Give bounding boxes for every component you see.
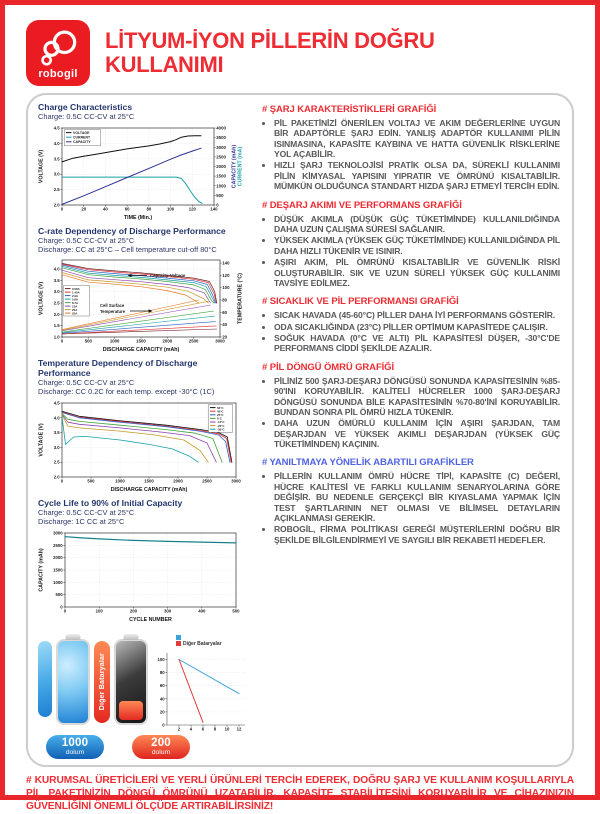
fill-count-pills [46, 735, 248, 759]
svg-text:60°C: 60°C [217, 405, 224, 410]
svg-text:500: 500 [216, 192, 224, 198]
svg-text:4.5: 4.5 [53, 125, 60, 131]
svg-text:2.0: 2.0 [53, 312, 60, 318]
logo-text: robogil [38, 68, 78, 80]
svg-text:80: 80 [146, 206, 152, 212]
svg-text:CAPACITY (mAh): CAPACITY (mAh) [231, 144, 238, 188]
svg-text:100: 100 [95, 607, 103, 613]
low-charge-level [119, 701, 143, 720]
section-heading: # SICAKLIK VE PİL PERFORMANSI GRAFİĞİ [262, 296, 459, 308]
svg-text:40: 40 [222, 322, 228, 328]
svg-text:15A: 15A [72, 304, 78, 309]
svg-text:1.0: 1.0 [53, 334, 60, 340]
other-fill-count [132, 735, 190, 759]
bullet-list [262, 214, 560, 289]
svg-text:3000: 3000 [215, 338, 225, 344]
svg-text:3000: 3000 [216, 144, 226, 150]
svg-text:4.0: 4.0 [53, 415, 60, 421]
svg-text:1500: 1500 [53, 567, 63, 572]
svg-text:40: 40 [159, 695, 165, 701]
svg-text:0: 0 [60, 604, 63, 609]
svg-text:0: 0 [60, 206, 64, 212]
chart-title: Cycle Life to 90% of Initial Capacity [38, 497, 183, 508]
bullet-item: • SICAK HAVADA (45-60°C) PİLLER DAHA İYİ PERFORMANS GÖSTERİR. [274, 310, 560, 320]
chart-title: Charge Characteristics [38, 102, 133, 112]
svg-text:45°C: 45°C [217, 409, 224, 414]
header [26, 20, 574, 86]
svg-text:Capacity-Voltage: Capacity-Voltage [150, 273, 186, 279]
text-column [256, 103, 562, 759]
svg-text:1000: 1000 [115, 478, 125, 484]
svg-text:3000: 3000 [53, 530, 63, 535]
svg-text:140: 140 [222, 260, 230, 266]
svg-text:3.5: 3.5 [53, 278, 60, 284]
bullet-item: • ODA SICAKLIĞINDA (23°C) PİLLER OPTİMUM KAPASİTEDE ÇALIŞIR. [274, 322, 560, 332]
svg-text:2.0: 2.0 [53, 202, 60, 208]
robogil-battery-illustration [56, 639, 90, 725]
svg-text:3.0: 3.0 [53, 289, 60, 295]
charge-characteristics-plot [38, 123, 244, 220]
svg-text:VOLTAGE: VOLTAGE [73, 130, 90, 135]
chart-subtitle: Discharge: 1C CC at 25°C [38, 516, 125, 526]
svg-text:2500: 2500 [53, 542, 63, 548]
other-batteries-text: Diğer Bataryalar [98, 652, 106, 711]
chart-subtitle: Charge: 0.5C CC-CV at 25°C [38, 507, 135, 517]
temperature-discharge-plot [38, 398, 244, 492]
chart-title: C-rate Dependency of Discharge Performance [38, 225, 226, 236]
svg-text:8.7A: 8.7A [72, 301, 79, 306]
svg-text:-20°C: -20°C [217, 423, 225, 428]
svg-text:VOLTAGE (V): VOLTAGE (V) [38, 282, 45, 316]
section-charge-characteristics [262, 105, 560, 192]
chart-subtitle: Discharge: CC at 25°C – Cell temperature cut-off 80°C [38, 244, 217, 254]
svg-text:3000: 3000 [231, 478, 241, 484]
svg-text:400: 400 [198, 607, 206, 613]
svg-text:0.58A: 0.58A [72, 287, 80, 292]
svg-text:3.5: 3.5 [53, 429, 60, 435]
svg-text:DISCHARGE CAPACITY (mAh): DISCHARGE CAPACITY (mAh) [110, 486, 188, 493]
battery-row [38, 633, 248, 729]
svg-text:3.5: 3.5 [53, 156, 60, 162]
svg-text:1000: 1000 [109, 338, 120, 344]
svg-text:3.0: 3.0 [53, 171, 60, 177]
legend-label: Diğer Bataryalar [182, 640, 222, 647]
svg-text:CURRENT: CURRENT [73, 135, 91, 140]
svg-text:60: 60 [124, 206, 130, 212]
svg-text:20: 20 [159, 708, 165, 714]
section-heading: # YANILTMAYA YÖNELİK ABARTILI GRAFİKLER [262, 457, 474, 469]
battery-comparison [38, 633, 248, 759]
bullet-item: • SOĞUK HAVADA (0°C VE ALTI) PİL KAPASİTESİ DÜŞER, -30°C'DE PERFORMANS CİDDİ ŞEKİLDE AZALIR. [274, 333, 560, 354]
section-cycle-life [262, 363, 560, 450]
svg-text:3.0: 3.0 [53, 444, 60, 450]
svg-text:1.45A: 1.45A [72, 290, 80, 295]
robogil-logo-icon [32, 29, 84, 67]
svg-text:4.5: 4.5 [53, 400, 60, 406]
cycle-life-plot [38, 528, 244, 622]
mini-chart-legend [176, 635, 222, 648]
svg-text:2000: 2000 [53, 554, 63, 560]
svg-text:VOLTAGE (V): VOLTAGE (V) [38, 149, 45, 183]
svg-text:60: 60 [222, 310, 228, 316]
svg-text:25°C: 25°C [217, 412, 224, 417]
red-legend-swatch [176, 641, 181, 646]
chart-subtitle: Charge: 0.5C CC-CV at 25°C [38, 378, 135, 388]
fill-count-value: 200 [151, 736, 171, 749]
chart-crate-discharge [38, 227, 248, 353]
svg-text:2.5: 2.5 [53, 300, 60, 306]
svg-text:CAPACITY: CAPACITY [73, 139, 91, 144]
svg-text:80: 80 [222, 297, 228, 303]
other-battery-illustration [114, 639, 148, 725]
svg-text:2500: 2500 [216, 154, 226, 160]
svg-text:3500: 3500 [216, 134, 226, 140]
battery-degradation-plot [154, 646, 248, 736]
svg-text:8: 8 [213, 725, 217, 731]
bullet-item: • HIZLI ŞARJ TEKNOLOJİSİ PRATİK OLSA DA, SÜREKLİ KULLANIMI PİLİN KİMYASAL YAPISINI YIPRATIR VE ÖMRÜNÜ KISALTABİLİR. MÜMKÜN OLDUĞUNCA STANDART HIZDA ŞARJ ETMEYİ TERCİH EDİN. [274, 160, 560, 191]
robogil-logo [26, 20, 90, 86]
svg-text:40: 40 [103, 206, 108, 212]
bullet-item: • PİLLERİN KULLANIM ÖMRÜ HÜCRE TİPİ, KAPASİTE (C) DEĞERİ, HÜCRE KALİTESİ VE FARKLI KULLANIM SENARYOLARINA GÖRE DEĞİŞİR. BU NEDENLE GERÇEKÇİ BİR KIYASLAMA YAPMAK İÇİN TEST ŞARTLARININ NET OLMASI VE BİLİMSEL DETAYLARIN AÇIKLANMASI GEREKİR. [274, 471, 560, 523]
svg-text:2.5: 2.5 [53, 459, 60, 465]
svg-text:Cell Surface: Cell Surface [100, 303, 125, 309]
page-title: LİTYUM-İYON PİLLERİN DOĞRU KULLANIMI [105, 27, 435, 77]
svg-text:4: 4 [189, 725, 193, 731]
svg-text:1500: 1500 [136, 338, 146, 344]
battery-cap [66, 634, 81, 640]
section-discharge-current [262, 201, 560, 289]
svg-text:2000: 2000 [173, 478, 183, 484]
svg-text:CAPACITY (mAh): CAPACITY (mAh) [38, 547, 45, 592]
svg-text:60: 60 [159, 682, 165, 688]
svg-text:12: 12 [236, 725, 242, 731]
content-board [26, 93, 574, 767]
chart-charge-characteristics [38, 103, 248, 220]
svg-text:0: 0 [60, 338, 64, 344]
svg-text:2.5: 2.5 [53, 186, 60, 192]
svg-text:2500: 2500 [188, 338, 199, 344]
fill-count-unit: dolum [151, 749, 171, 756]
svg-text:500: 500 [84, 338, 92, 344]
svg-text:4.0: 4.0 [53, 266, 60, 272]
svg-text:120: 120 [222, 273, 230, 279]
svg-text:1000: 1000 [216, 183, 226, 188]
chart-temperature-discharge [38, 359, 248, 492]
svg-text:VOLTAGE (V): VOLTAGE (V) [38, 423, 45, 457]
section-temperature-performance [262, 297, 560, 353]
blue-legend-swatch [176, 635, 181, 640]
svg-text:25A: 25A [72, 311, 78, 316]
svg-text:120: 120 [188, 206, 196, 212]
svg-text:4000: 4000 [216, 125, 226, 131]
section-heading: # ŞARJ KARAKTERİSTİKLERİ GRAFİĞİ [262, 104, 437, 115]
svg-text:CURRENT (mA): CURRENT (mA) [237, 146, 244, 186]
svg-text:2500: 2500 [202, 478, 212, 484]
footer-note: # KURUMSAL ÜRETİCİLERİ VE YERLİ ÜRÜNLERİ TERCİH EDEREK, DOĞRU ŞARJ VE KULLANIM KOŞULLARIYLA PİL PAKETİNİZİN DÖNGÜ ÖMRÜNÜ UZATABİLİR, KAPASİTE STABİLİTESİNİ KORUYABİLİR VE CİHAZINIZIN GÜVENLİĞİNİ ÖNEMLİ ÖLÇÜDE ARTIRABİLİRSİNİZ! [26, 774, 574, 813]
bullet-item: • YÜKSEK AKIMLA (YÜKSEK GÜÇ TÜKETİMİNDE) KULLANILDIĞINDA PİL DAHA HIZLI TÜKENİR VE ISINIR. [274, 235, 560, 256]
blue-capacity-bar [38, 641, 52, 717]
chart-cycle-life [38, 499, 248, 622]
svg-text:0: 0 [162, 722, 165, 727]
bullet-item: • ROBOGİL, FİRMA POLİTİKASI GEREĞİ MÜŞTERİLERİNİ DOĞRU BİR ŞEKİLDE BİLGİLENDİRMEYİ VE SAYGILI BİR REKABETİ HEDEFLER. [274, 524, 560, 545]
bullet-list [262, 376, 560, 450]
svg-text:1500: 1500 [144, 478, 154, 484]
svg-text:20A: 20A [72, 308, 78, 313]
svg-text:300: 300 [164, 607, 172, 613]
svg-text:200: 200 [129, 607, 137, 613]
other-batteries-vertical-label [94, 641, 110, 723]
mini-comparison-chart [154, 633, 248, 736]
svg-text:20: 20 [81, 206, 87, 212]
chart-subtitle: Discharge: CC 0.2C for each temp. except -30°C (1C) [38, 387, 215, 396]
svg-text:140: 140 [210, 206, 218, 212]
svg-text:2.9A: 2.9A [72, 294, 79, 299]
svg-text:TIME (Min.): TIME (Min.) [123, 214, 153, 221]
svg-text:100: 100 [166, 206, 175, 212]
bullet-item: • AŞIRI AKIM, PİL ÖMRÜNÜ KISALTABİLİR VE GÜVENLİK RİSKİ OLUŞTURABİLİR. SIK VE UZUN SÜRELİ YÜKSEK GÜÇ KULLANIMI TAVSİYE EDİLMEZ. [274, 257, 560, 288]
bullet-item: • DÜŞÜK AKIMLA (DÜŞÜK GÜÇ TÜKETİMİNDE) KULLANILDIĞINDA DAHA UZUN ÇALIŞMA SÜRESİ SAĞLANIR. [274, 214, 560, 235]
svg-text:100: 100 [222, 285, 230, 291]
svg-text:500: 500 [87, 478, 95, 484]
svg-text:6: 6 [201, 725, 205, 731]
svg-text:2.0: 2.0 [53, 474, 60, 480]
svg-text:80: 80 [159, 669, 165, 675]
section-misleading-charts [262, 458, 560, 545]
svg-text:1500: 1500 [216, 173, 226, 179]
fill-count-value: 1000 [61, 736, 89, 749]
svg-text:1000: 1000 [53, 579, 63, 585]
svg-text:CYCLE NUMBER: CYCLE NUMBER [129, 616, 172, 623]
section-heading: # DEŞARJ AKIMI VE PERFORMANS GRAFİĞİ [262, 199, 462, 211]
charts-column [38, 103, 248, 759]
svg-text:500: 500 [55, 591, 63, 597]
svg-text:-30°C: -30°C [217, 427, 225, 432]
svg-text:DISCHARGE CAPACITY (mAh): DISCHARGE CAPACITY (mAh) [102, 347, 180, 354]
svg-text:5.8A: 5.8A [72, 297, 79, 302]
svg-text:2000: 2000 [162, 338, 173, 344]
bullet-list [262, 471, 560, 545]
svg-text:0: 0 [60, 478, 64, 484]
svg-text:4.0: 4.0 [53, 140, 60, 146]
svg-text:20: 20 [222, 334, 228, 340]
svg-text:-10°C: -10°C [217, 420, 225, 425]
svg-text:100: 100 [157, 656, 165, 662]
chart-title: Temperature Dependency of Discharge Performance [38, 358, 198, 379]
svg-text:1.5: 1.5 [53, 323, 60, 329]
bullet-list [262, 310, 560, 354]
svg-text:Temperature: Temperature [100, 309, 126, 315]
bullet-item: • DAHA UZUN ÖMÜRLÜ KULLANIM İÇİN AŞIRI ŞARJDAN, TAM DEŞARJDAN VE YÜKSEK AKIMLI DEŞARJDAN (YÜKSEK GÜÇ TÜKETİMİNDEN) KAÇININ. [274, 418, 560, 449]
bullet-list [262, 118, 560, 192]
legend-item-robogil [176, 635, 222, 640]
svg-text:0°C: 0°C [217, 416, 222, 421]
chart-subtitle: Charge: 0.5C CC-CV at 25°C [38, 111, 135, 121]
chart-subtitle: Charge: 0.5C CC-CV at 25°C [38, 235, 135, 245]
fill-count-unit: dolum [65, 749, 85, 756]
bullet-item: • PİL PAKETİNİZİ ÖNERİLEN VOLTAJ VE AKIM DEĞERLERİNE UYGUN BİR ADAPTÖRLE ŞARJ EDİN. YANLIŞ ADAPTÖR KULLANIMI PİLİN ISINMASINA, KAPASİTE KAYBINA VE HATTA GÜVENLİK RİSKLERİNE YOL AÇABİLİR. [274, 118, 560, 160]
svg-text:TEMPERATURE (°C): TEMPERATURE (°C) [237, 273, 244, 325]
svg-text:0: 0 [216, 202, 219, 208]
battery-cap [124, 634, 139, 640]
svg-text:0: 0 [63, 607, 67, 613]
robogil-fill-count [46, 735, 104, 759]
section-heading: # PİL DÖNGÜ ÖMRÜ GRAFİĞİ [262, 361, 395, 373]
svg-text:2: 2 [177, 725, 181, 731]
svg-text:500: 500 [232, 607, 240, 613]
svg-text:10: 10 [224, 725, 230, 731]
bullet-item: • PİLİNİZ 500 ŞARJ-DEŞARJ DÖNGÜSÜ SONUNDA KAPASİTESİNİN %85-90'INI KORUYABİLİR. KALİTELİ HÜCRELER 1000 ŞARJ-DEŞARJ DÖNGÜSÜ SONUNDA BİLE KAPASİTESİNİN %70-80'İNİ KORUYABİLİR. BUNDAN SONRA PİL ÖMRÜ HIZLA TÜKENİR. [274, 376, 560, 418]
crate-discharge-plot [38, 255, 244, 352]
svg-text:2000: 2000 [216, 163, 226, 169]
legend-item-other [176, 641, 222, 647]
